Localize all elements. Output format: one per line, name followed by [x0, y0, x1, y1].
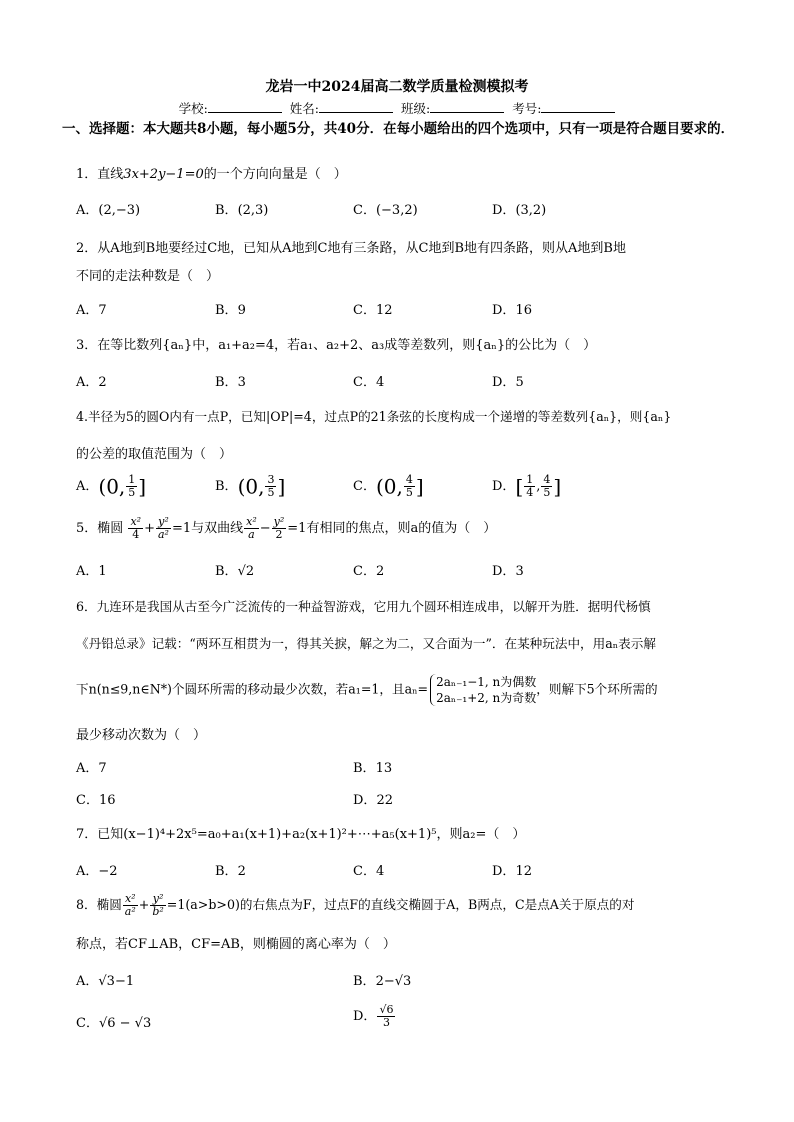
q7-option-c: C．4	[353, 864, 385, 879]
school-label: 学校:	[178, 101, 208, 116]
exam-title: 龙岩一中2024届高二数学质量检测模拟考	[265, 79, 529, 95]
ellipse-term-y: $\frac{\text{y²}}{\text{a²}}$	[157, 515, 169, 541]
question-4-line-2: 的公差的取值范围为（ ）	[76, 447, 233, 462]
q1-option-a: A．(2,−3)	[76, 203, 141, 218]
hyperbola-term-x: $\frac{\text{x²}}{a}$	[246, 515, 257, 541]
question-7: 7．已知(x−1)⁴+2x⁵=a₀+a₁(x+1)+a₂(x+1)²+⋯+a₅(x+1)⁵，则a₂=（ ）	[76, 827, 526, 842]
q7-option-b: B．2	[215, 864, 246, 879]
q5-option-c: C．2	[353, 564, 385, 579]
question-6-line-2: 《丹铅总录》记载：“两环互相贯为一，得其关捩，解之为二，又合面为一”．在某种玩法中，用aₙ表示解	[76, 636, 656, 651]
q4-option-a: A．(0, $\frac{1}{5}$ ]	[76, 473, 147, 499]
q8-option-d: D． $\frac{√6}{3}$	[353, 1003, 394, 1029]
school-blank[interactable]	[208, 100, 282, 113]
q3-option-c: C．4	[353, 375, 385, 390]
q4-option-b: B．(0, $\frac{3}{5}$ ]	[215, 473, 286, 499]
question-2-line-1: 2．从A地到B地要经过C地，已知从A地到C地有三条路，从C地到B地有四条路，则从A地到B地	[76, 241, 626, 256]
question-3: 3．在等比数列{aₙ}中，a₁+a₂=4，若a₁、a₂+2、a₃成等差数列，则{aₙ}的公比为（ ）	[76, 338, 597, 353]
q3-option-a: A．2	[76, 375, 107, 390]
exam-no-blank[interactable]	[541, 100, 615, 113]
q2-option-c: C．12	[353, 303, 393, 318]
ellipse-term-y: $\frac{\text{y²}}{\text{b²}}$	[152, 892, 164, 918]
class-label: 班级:	[400, 101, 431, 116]
q8-option-b: B．2−√3	[353, 974, 412, 989]
q7-option-a: A．−2	[76, 864, 118, 879]
q4-option-c: C．(0, $\frac{4}{5}$ ]	[353, 473, 424, 499]
q6-option-a: A．7	[76, 761, 107, 776]
class-blank[interactable]	[430, 100, 504, 113]
name-blank[interactable]	[319, 100, 393, 113]
exam-no-label: 考号:	[512, 101, 542, 116]
q2-option-a: A．7	[76, 303, 107, 318]
hyperbola-term-y: $\frac{\text{y²}}{2}$	[273, 515, 285, 541]
name-label: 姓名:	[289, 101, 319, 116]
question-8-line-2: 称点，若CF⊥AB，CF=AB，则椭圆的离心率为（ ）	[76, 937, 396, 952]
student-info-row	[0, 99, 794, 117]
q5-option-d: D．3	[492, 564, 524, 579]
question-6-line-4: 最少移动次数为（ ）	[76, 728, 207, 743]
q3-option-d: D．5	[492, 375, 524, 390]
q6-option-d: D．22	[353, 793, 393, 808]
q1-option-b: B．(2,3)	[215, 203, 269, 218]
line-equation: 3x+2y−1=0	[123, 167, 204, 182]
q2-option-d: D．16	[492, 303, 532, 318]
q1-option-d: D．(3,2)	[492, 203, 547, 218]
q7-option-d: D．12	[492, 864, 532, 879]
question-6-line-3: 下n(n≤9,n∈N*)个圆环所需的移动最少次数，若a₁=1，且aₙ= 2aₙ₋₁−1, n为偶数 2aₙ₋₁+2, n为奇数 ，则解下5个环所需的	[76, 675, 658, 705]
question-1: 1．直线3x+2y−1=0的一个方向向量是（ ）	[76, 167, 347, 182]
question-5: 5．椭圆 $\frac{\text{x²}}{4}$ + $\frac{\text{y²}}{\text{a²}}$ =1与双曲线 $\frac{\text{x²}}{a}$ − $\frac{\text{y²}}{2}$ =1有相同的焦点，则a的值为（ ）	[76, 515, 497, 541]
section-heading: 一、选择题：本大题共8小题，每小题5分，共40分．在每小题给出的四个选项中，只有一项是符合题目要求的．	[62, 121, 735, 137]
q6-option-b: B．13	[353, 761, 393, 776]
q3-option-b: B．3	[215, 375, 246, 390]
question-6-line-1: 6．九连环是我国从古至今广泛流传的一种益智游戏，它用九个圆环相连成串，以解开为胜．据明代杨慎	[76, 599, 651, 614]
q2-option-b: B．9	[215, 303, 246, 318]
ellipse-term-x: $\frac{\text{x²}}{4}$	[130, 515, 142, 541]
q5-option-b: B．√2	[215, 564, 255, 579]
q8-option-a: A．√3−1	[76, 974, 135, 989]
q5-option-a: A．1	[76, 564, 107, 579]
q1-option-c: C．(−3,2)	[353, 203, 418, 218]
ellipse-term-x: $\frac{\text{x²}}{\text{a²}}$	[124, 892, 136, 918]
q8-option-c: C．√6 − √3	[76, 1016, 152, 1031]
question-8-line-1: 8．椭圆 $\frac{\text{x²}}{\text{a²}}$ + $\frac{\text{y²}}{\text{b²}}$ =1(a>b>0)的右焦点为F，过点F的直线交椭圆于A，B两点，C是点A关于原点的对	[76, 892, 635, 918]
question-4-line-1: 4.半径为5的圆O内有一点P，已知|OP|=4，过点P的21条弦的长度构成一个递增的等差数列{aₙ}，则{aₙ}	[76, 409, 672, 424]
question-2-line-2: 不同的走法种数是（ ）	[76, 269, 220, 284]
q4-option-d: D．[ $\frac{1}{4}$ , $\frac{4}{5}$ ]	[492, 473, 562, 499]
q6-option-c: C．16	[76, 793, 116, 808]
piecewise-definition: 2aₙ₋₁−1, n为偶数 2aₙ₋₁+2, n为奇数	[430, 674, 536, 706]
